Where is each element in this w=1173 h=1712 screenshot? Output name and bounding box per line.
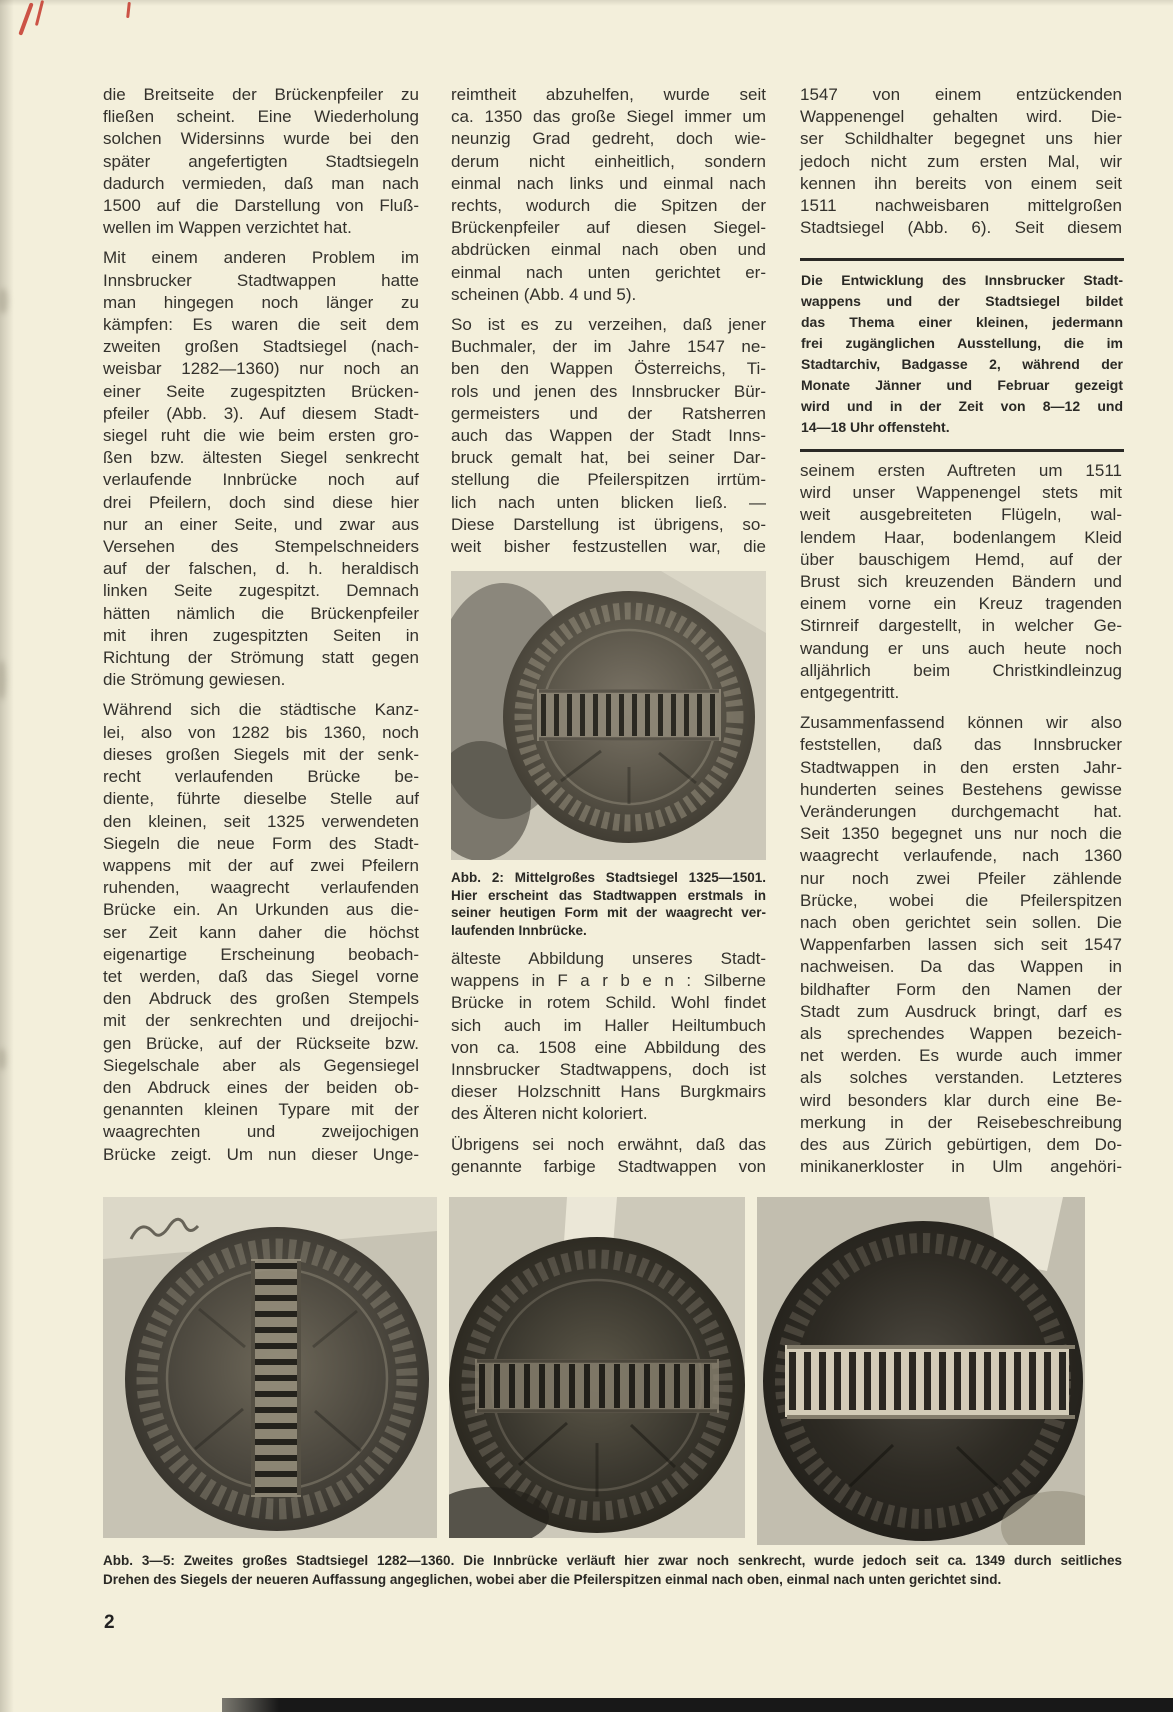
text-line: jedoch nicht zum ersten Mal, wir <box>800 151 1122 171</box>
text-line: feststellen, daß das Innsbrucker <box>800 735 1122 755</box>
text-line: einmal nach unten gerichtet er- <box>451 262 766 282</box>
text-column-1 <box>103 84 419 1166</box>
text-line: Wappenfarben lassen sich seit 1547 <box>800 935 1122 955</box>
text-line: den Abdruck eines der beiden ob- <box>103 1077 419 1097</box>
text-line: Monate Jänner und Februar gezeigt <box>801 377 1123 393</box>
paragraph <box>801 270 1123 438</box>
text-line: recht verlaufenden Brücke be- <box>103 767 419 787</box>
text-line: pfeiler (Abb. 3). Auf diesem Stadt- <box>103 403 419 423</box>
text-line: merkung in der Reisebeschreibung <box>800 1112 1122 1132</box>
text-line: rechts, wodurch die Spitzen der <box>451 196 766 216</box>
text-line: Abb. 2: Mittelgroßes Stadtsiegel 1325—1501. <box>451 870 766 885</box>
text-line: dadurch vermieden, daß man nach <box>103 173 419 193</box>
exhibition-notice-box <box>800 258 1124 452</box>
text-line: frei zugänglichen Ausstellung, die im <box>801 335 1123 351</box>
text-line: abdrücken einmal nach oben und <box>451 240 766 260</box>
text-line: Wappenengel gehalten wird. Die- <box>800 107 1122 127</box>
text-line: Siegelschale aber als Gegensiegel <box>103 1055 419 1075</box>
text-line: ruhenden, waagrecht verlaufenden <box>103 878 419 898</box>
text-line: wird besonders klar durch eine Be- <box>800 1090 1122 1110</box>
text-line: lich nach unten blicken ließ. — <box>451 492 766 512</box>
text-line: 1500 auf die Darstellung von Fluß- <box>103 196 419 216</box>
seal-photo-abb2 <box>451 571 766 860</box>
text-column-2-bottom <box>451 948 766 1178</box>
text-line: scheinen (Abb. 4 und 5). <box>451 284 637 304</box>
text-line: einer Seite zugespitzten Brücken- <box>103 381 419 401</box>
text-line: derum nicht einheitlich, sondern <box>451 151 766 171</box>
text-line: mit der senkrechten und dreijochi- <box>103 1011 419 1031</box>
text-column-3-bottom <box>800 460 1122 1179</box>
paragraph <box>800 460 1122 704</box>
scan-black-band <box>222 1698 1173 1712</box>
text-line: als sprechendes Wappen bezeich- <box>800 1024 1122 1044</box>
figure-abb2-caption <box>451 869 766 939</box>
text-line: entgegentritt. <box>800 683 900 703</box>
text-line: laufenden Innbrücke. <box>451 922 587 938</box>
paragraph <box>800 84 1122 239</box>
text-line: nachweisen. Da das Wappen in <box>800 957 1122 977</box>
text-line: wandung er uns auch heute noch <box>800 638 1122 658</box>
paragraph <box>103 1552 1122 1589</box>
text-line: linken Seite zugespitzt. Demnach <box>103 581 419 601</box>
text-line: wappens mit der auf zwei Pfeilern <box>103 855 419 875</box>
text-line: seiner heutigen Form mit der waagrecht ver- <box>451 905 766 920</box>
text-line: 1511 nachweisbaren mittelgroßen <box>800 196 1122 216</box>
text-line: verlaufende Innbrücke noch auf <box>103 470 419 490</box>
text-line: Stirnreif dargestellt, in welcher Ge- <box>800 616 1122 636</box>
text-line: des aus Zürich gebürtigen, dem Do- <box>800 1135 1122 1155</box>
paragraph <box>103 84 419 239</box>
scan-edge-left <box>0 0 14 1712</box>
seal-photo-abb4 <box>449 1197 745 1538</box>
text-line: Siegeln die neue Form des Stadt- <box>103 833 419 853</box>
text-line: sich auch im Haller Heiltumbuch <box>451 1015 766 1035</box>
text-line: seinem ersten Auftreten um 1511 <box>800 461 1122 480</box>
text-line: germeisters und der Ratsherren <box>451 403 766 423</box>
text-line: wird unser Wappenengel stets mit <box>800 483 1122 503</box>
text-line: Drehen des Siegels der neueren Auffassung angeglichen, wobei aber die Pfeilerspitzen einmal nach oben, einmal nach unten gerichtet sind. <box>103 1571 1002 1587</box>
text-line: Brücke in rotem Schild. Wohl findet <box>451 993 766 1013</box>
text-line: minikanerkloster in Ulm angehöri- <box>800 1157 1122 1177</box>
text-line: über bauschigem Hemd, auf der <box>800 549 1122 569</box>
text-line: genannte farbige Stadtwappen von <box>451 1156 766 1176</box>
text-line: rols und jenen des Innsbrucker Bür- <box>451 381 766 401</box>
text-line: Buchmaler, der im Jahre 1547 ne- <box>451 337 766 357</box>
text-line: Versehen des Stempelschneiders <box>103 537 419 557</box>
text-line: Brust sich kreuzenden Bändern und <box>800 572 1122 592</box>
text-line: Brücke ein. An Urkunden aus die- <box>103 900 419 920</box>
text-line: genannten kleinen Typare mit der <box>103 1100 419 1120</box>
text-line: Innsbrucker Stadtwappen hatte <box>103 270 419 290</box>
text-line: Während sich die städtische Kanz- <box>103 700 419 720</box>
red-pen-mark <box>18 2 33 35</box>
text-line: Brücke zeigt. Um nun dieser Unge- <box>103 1144 419 1164</box>
text-line: auch das Wappen der Stadt Inns- <box>451 426 766 446</box>
text-line: siegel ruht die wie beim ersten gro- <box>103 426 419 446</box>
text-line: Abb. 3—5: Zweites großes Stadtsiegel 1282—1360. Die Innbrücke verläuft hier zwar noch senkrecht, wurde jedoch seit ca. 1349 durch seitliches <box>103 1553 1122 1568</box>
text-line: ßen bzw. ältesten Siegel senkrecht <box>103 448 419 468</box>
text-line: solchen Widersinns wurde bei den <box>103 129 419 149</box>
text-line: lei, also von 1282 bis 1360, noch <box>103 722 419 742</box>
red-pen-mark <box>126 2 131 18</box>
text-line: net werden. Es wurde auch immer <box>800 1046 1122 1066</box>
text-line: nach oben gerichtet sein sollen. Die <box>800 913 1122 933</box>
text-line: einmal nach links und einmal nach <box>451 173 766 193</box>
page-number: 2 <box>104 1612 115 1633</box>
text-line: reimtheit abzuhelfen, wurde seit <box>451 85 766 104</box>
text-line: den Abdruck des großen Stempels <box>103 989 419 1009</box>
text-line: weit bisher festzustellen war, die <box>451 537 766 557</box>
text-line: tet werden, daß das Siegel vorne <box>103 966 419 986</box>
text-line: als solches verstanden. Letzteres <box>800 1068 1122 1088</box>
figure-abb2 <box>451 571 766 939</box>
text-line: waagrechten und zweijochigen <box>103 1122 419 1142</box>
text-line: ser Zeit kann daher die höchst <box>103 922 419 942</box>
text-line: wellen im Wappen verzichtet hat. <box>103 218 352 238</box>
text-line: Veränderungen durchgemacht hat. <box>800 802 1122 822</box>
text-line: ca. 1350 das große Siegel immer um <box>451 107 766 127</box>
text-line: Stadtwappen in den ersten Jahr- <box>800 757 1122 777</box>
text-line: hätten nämlich die Brückenpfeiler <box>103 603 419 623</box>
text-line: ser Schildhalter begegnet uns hier <box>800 129 1122 149</box>
seal-photo-abb3 <box>103 1197 437 1538</box>
text-line: weit ausgebreiteten Flügeln, wal- <box>800 505 1122 525</box>
paragraph <box>451 869 766 939</box>
text-line: wappens und der Stadtsiegel bildet <box>801 293 1123 309</box>
text-line: Hier erscheint das Stadtwappen erstmals in <box>451 887 766 903</box>
text-line: Mit einem anderen Problem im <box>103 248 419 268</box>
text-line: 14—18 Uhr offensteht. <box>801 419 950 435</box>
text-line: die Strömung gewiesen. <box>103 670 286 690</box>
text-line: Die Entwicklung des Innsbrucker Stadt- <box>801 272 1123 288</box>
text-line: den kleinen, seit 1325 verwendeten <box>103 811 419 831</box>
text-line: lendem Haar, bodenlangem Kleid <box>800 527 1122 547</box>
text-line: Seit 1350 begegnet uns nur noch die <box>800 824 1122 844</box>
text-line: auf der falschen, d. h. heraldisch <box>103 559 419 579</box>
text-line: man hingegen noch länger zu <box>103 292 419 312</box>
text-line: bildhafter Form den Namen der <box>800 979 1122 999</box>
text-line: So ist es zu verzeihen, daß jener <box>451 315 766 335</box>
text-line: wappens in F a r b e n : Silberne <box>451 971 766 991</box>
text-line: Stadt zum Ausdruck bringt, darf es <box>800 1001 1122 1021</box>
text-line: weisbar 1282—1360) nur noch an <box>103 359 419 379</box>
text-line: des Älteren nicht koloriert. <box>451 1104 648 1124</box>
text-column-2-top <box>451 84 766 558</box>
text-line: neunzig Grad gedreht, doch wie- <box>451 129 766 149</box>
text-line: waagrecht verlaufende, nach 1360 <box>800 846 1122 866</box>
paragraph <box>103 699 419 1165</box>
seal-photo-abb5 <box>757 1197 1085 1545</box>
text-line: Innsbrucker Stadtwappens, doch ist <box>451 1060 766 1080</box>
text-line: Zusammenfassend können wir also <box>800 713 1122 733</box>
text-line: alljährlich beim Christkindleinzug <box>800 660 1122 680</box>
text-line: Brücke, wobei die Pfeilerspitzen <box>800 890 1122 910</box>
text-line: hunderten seines Bestehens gewisse <box>800 779 1122 799</box>
text-line: fließen scheint. Eine Wiederholung <box>103 107 419 127</box>
text-line: Übrigens sei noch erwähnt, daß das <box>451 1134 766 1154</box>
text-line: drei Pfeilern, doch sind diese hier <box>103 492 419 512</box>
text-line: von ca. 1508 eine Abbildung des <box>451 1037 766 1057</box>
text-line: nur an einer Seite, und zwar aus <box>103 514 419 534</box>
text-line: Brückenpfeiler auf diesen Siegel- <box>451 218 766 238</box>
text-line: Stadtarchiv, Badgasse 2, während der <box>801 356 1123 372</box>
scan-edge-top <box>0 0 1173 6</box>
text-line: kennen ihn bereits von einem seit <box>800 173 1122 193</box>
paragraph <box>451 84 766 306</box>
text-line: kämpfen: Es waren die seit dem <box>103 315 419 335</box>
text-line: mit ihren zugespitzten Seiten in <box>103 625 419 645</box>
text-line: das Thema einer kleinen, jedermann <box>801 314 1123 330</box>
paragraph <box>103 247 419 691</box>
paragraph <box>451 1134 766 1178</box>
paragraph <box>451 314 766 558</box>
text-line: ben den Wappen Österreichs, Ti- <box>451 359 766 379</box>
paragraph <box>800 712 1122 1178</box>
text-line: älteste Abbildung unseres Stadt- <box>451 949 766 968</box>
text-line: gen Brücke, auf der Rückseite bzw. <box>103 1033 419 1053</box>
text-column-3-top <box>800 84 1122 239</box>
text-line: nur noch zwei Pfeiler zählende <box>800 868 1122 888</box>
text-line: einem vorne ein Kreuz tragenden <box>800 594 1122 614</box>
text-line: dieser Holzschnitt Hans Burgkmairs <box>451 1082 766 1102</box>
text-line: stellung die Pfeilerspitzen irrtüm- <box>451 470 766 490</box>
text-line: 1547 von einem entzückenden <box>800 85 1122 104</box>
text-line: Richtung der Strömung statt gegen <box>103 648 419 668</box>
text-line: eigenartige Erscheinung beobach- <box>103 944 419 964</box>
text-line: diente, führte dieselbe Stelle auf <box>103 789 419 809</box>
text-line: Stadtsiegel (Abb. 6). Seit diesem <box>800 218 1122 238</box>
text-line: zweiten großen Stadtsiegel (nach- <box>103 337 419 357</box>
figures-abb3-5-caption <box>103 1552 1122 1589</box>
paragraph <box>451 948 766 1126</box>
text-line: Diese Darstellung ist übrigens, so- <box>451 514 766 534</box>
text-line: die Breitseite der Brückenpfeiler zu <box>103 85 419 104</box>
text-line: später angefertigten Stadtsiegeln <box>103 151 419 171</box>
text-line: dieses großen Siegels mit der senk- <box>103 744 419 764</box>
text-line: bruck gemalt hat, bei seiner Dar- <box>451 448 766 468</box>
text-line: wird und in der Zeit von 8—12 und <box>801 398 1123 414</box>
